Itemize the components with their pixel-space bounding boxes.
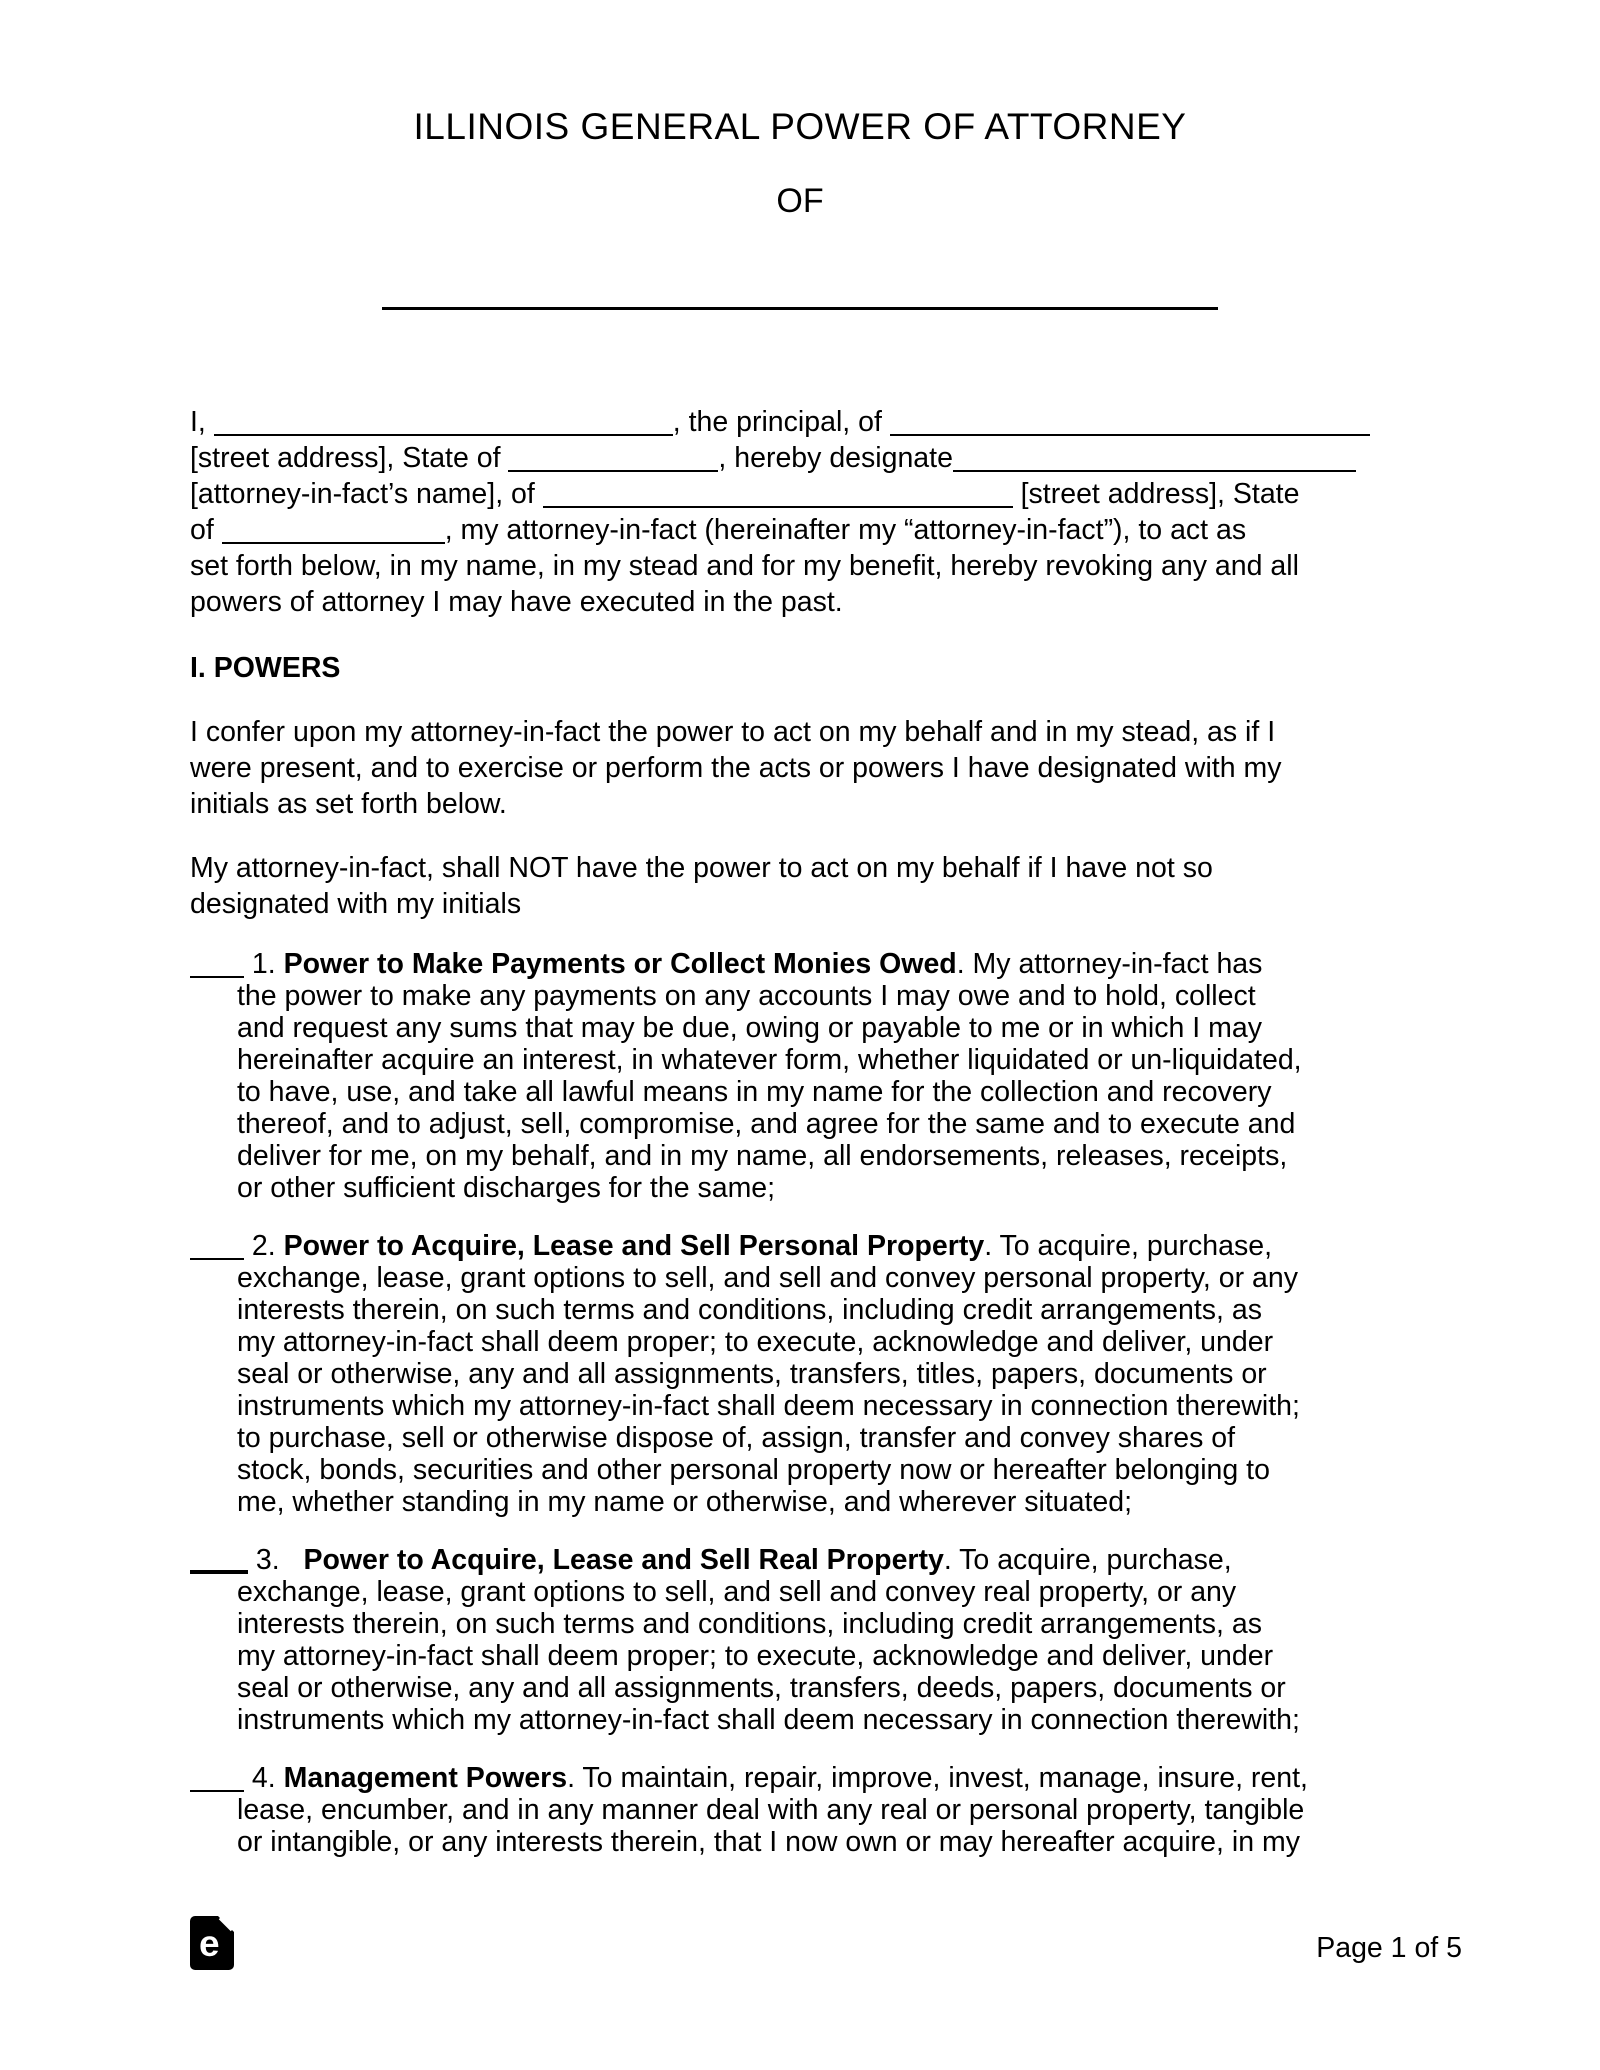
paragraph-line: were present, and to exercise or perform the acts or powers I have designated with my bbox=[190, 752, 1282, 784]
item-title: Management Powers bbox=[283, 1762, 568, 1794]
powers-condition-paragraph bbox=[190, 850, 1410, 922]
item-number: 3. bbox=[248, 1544, 304, 1576]
powers-intro-paragraph bbox=[190, 714, 1410, 822]
power-item-3 bbox=[190, 1544, 1410, 1736]
item-number: 4. bbox=[244, 1762, 284, 1794]
intro-text: [street address], State of bbox=[190, 442, 509, 474]
item-line: and request any sums that may be due, owing or payable to me or in which I may bbox=[237, 1012, 1262, 1044]
item-line: interests therein, on such terms and conditions, including credit arrangements, as bbox=[237, 1608, 1262, 1640]
intro-text: of bbox=[190, 514, 222, 546]
item-number: 2. bbox=[244, 1230, 284, 1262]
intro-line bbox=[190, 404, 1410, 440]
initials-blank[interactable] bbox=[190, 976, 244, 978]
intro-line bbox=[190, 584, 1410, 620]
item-line: exchange, lease, grant options to sell, and sell and convey real property, or any bbox=[237, 1576, 1237, 1608]
item-line: me, whether standing in my name or otherwise, and wherever situated; bbox=[237, 1486, 1133, 1518]
item-line: my attorney-in-fact shall deem proper; to execute, acknowledge and deliver, under bbox=[237, 1640, 1274, 1672]
item-title: Power to Make Payments or Collect Monies Owed bbox=[283, 948, 957, 980]
power-item-4 bbox=[190, 1762, 1410, 1858]
item-text: . To maintain, repair, improve, invest, manage, insure, rent, bbox=[567, 1762, 1308, 1794]
fill-in-blank[interactable] bbox=[214, 434, 673, 436]
item-first-line bbox=[237, 948, 1410, 980]
power-item-1 bbox=[190, 948, 1410, 1204]
eforms-logo bbox=[190, 1916, 234, 1970]
paragraph-line: designated with my initials bbox=[190, 888, 522, 920]
item-line: exchange, lease, grant options to sell, and sell and convey personal property, or any bbox=[237, 1262, 1298, 1294]
paragraph-line: My attorney-in-fact, shall NOT have the power to act on my behalf if I have not so bbox=[190, 852, 1213, 884]
intro-line bbox=[190, 548, 1410, 584]
principal-name-line[interactable] bbox=[382, 307, 1218, 310]
item-number: 1. bbox=[244, 948, 284, 980]
intro-line bbox=[190, 476, 1410, 512]
intro-paragraph bbox=[190, 404, 1410, 620]
intro-text: powers of attorney I may have executed in the past. bbox=[190, 586, 843, 618]
item-line: to purchase, sell or otherwise dispose of, assign, transfer and convey shares of bbox=[237, 1422, 1236, 1454]
intro-text: set forth below, in my name, in my stead and for my benefit, hereby revoking any and all bbox=[190, 550, 1299, 582]
item-title: Power to Acquire, Lease and Sell Real Property bbox=[303, 1544, 944, 1576]
item-line: stock, bonds, securities and other personal property now or hereafter belonging to bbox=[237, 1454, 1270, 1486]
powers-items bbox=[190, 948, 1410, 1858]
item-line: my attorney-in-fact shall deem proper; to execute, acknowledge and deliver, under bbox=[237, 1326, 1274, 1358]
document-title: ILLINOIS GENERAL POWER OF ATTORNEY bbox=[413, 106, 1187, 147]
intro-text: I, bbox=[190, 406, 214, 438]
item-line: instruments which my attorney-in-fact shall deem necessary in connection therewith; bbox=[237, 1704, 1300, 1736]
item-line: thereof, and to adjust, sell, compromise, and agree for the same and to execute and bbox=[237, 1108, 1296, 1140]
item-line: interests therein, on such terms and conditions, including credit arrangements, as bbox=[237, 1294, 1262, 1326]
item-line: instruments which my attorney-in-fact shall deem necessary in connection therewith; bbox=[237, 1390, 1300, 1422]
item-text: . To acquire, purchase, bbox=[984, 1230, 1273, 1262]
item-line: seal or otherwise, any and all assignments, transfers, titles, papers, documents or bbox=[237, 1358, 1267, 1390]
initials-blank[interactable] bbox=[190, 1258, 244, 1260]
item-title: Power to Acquire, Lease and Sell Personal Property bbox=[283, 1230, 985, 1262]
intro-line bbox=[190, 440, 1410, 476]
item-line: the power to make any payments on any accounts I may owe and to hold, collect bbox=[237, 980, 1256, 1012]
intro-text: , my attorney-in-fact (hereinafter my “attorney-in-fact”), to act as bbox=[444, 514, 1247, 546]
intro-text: [attorney-in-fact’s name], of bbox=[190, 478, 543, 510]
item-line: hereinafter acquire an interest, in whatever form, whether liquidated or un-liquidated, bbox=[237, 1044, 1302, 1076]
item-first-line bbox=[237, 1544, 1410, 1576]
page-number-label: Page 1 of 5 bbox=[1316, 1932, 1462, 1964]
fill-in-blank[interactable] bbox=[890, 434, 1370, 436]
item-line: or intangible, or any interests therein, that I now own or may hereafter acquire, in my bbox=[237, 1826, 1300, 1858]
intro-text: , hereby designate bbox=[718, 442, 953, 474]
power-item-2 bbox=[190, 1230, 1410, 1518]
paragraph-line: initials as set forth below. bbox=[190, 788, 507, 820]
fill-in-blank[interactable] bbox=[222, 542, 445, 544]
fill-in-blank[interactable] bbox=[508, 470, 718, 472]
logo-letter: e bbox=[199, 1923, 220, 1964]
intro-line bbox=[190, 512, 1410, 548]
item-line: lease, encumber, and in any manner deal with any real or personal property, tangible bbox=[237, 1794, 1305, 1826]
powers-section-heading: I. POWERS bbox=[190, 652, 341, 684]
initials-blank[interactable] bbox=[190, 1790, 244, 1792]
item-text: . My attorney-in-fact has bbox=[956, 948, 1263, 980]
item-text: . To acquire, purchase, bbox=[943, 1544, 1232, 1576]
document-subtitle-of: OF bbox=[776, 182, 824, 220]
item-line: deliver for me, on my behalf, and in my name, all endorsements, releases, receipts, bbox=[237, 1140, 1288, 1172]
intro-text: , the principal, of bbox=[672, 406, 890, 438]
item-first-line bbox=[237, 1762, 1410, 1794]
initials-blank[interactable] bbox=[190, 1570, 248, 1574]
eforms-logo-icon bbox=[190, 1916, 234, 1970]
item-first-line bbox=[237, 1230, 1410, 1262]
intro-text: [street address], State bbox=[1012, 478, 1300, 510]
item-line: or other sufficient discharges for the same; bbox=[237, 1172, 776, 1204]
item-line: seal or otherwise, any and all assignments, transfers, deeds, papers, documents or bbox=[237, 1672, 1286, 1704]
fill-in-blank[interactable] bbox=[543, 506, 1013, 508]
paragraph-line: I confer upon my attorney-in-fact the power to act on my behalf and in my stead, as if I bbox=[190, 716, 1276, 748]
fill-in-blank[interactable] bbox=[953, 470, 1356, 472]
item-line: to have, use, and take all lawful means in my name for the collection and recovery bbox=[237, 1076, 1272, 1108]
